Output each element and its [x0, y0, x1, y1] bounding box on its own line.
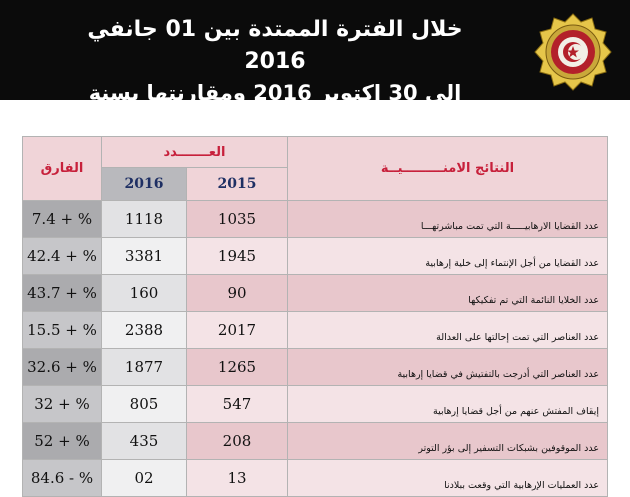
- value-2016: 1118: [102, 201, 187, 238]
- value-2015: 1035: [187, 201, 288, 238]
- table-row: [23, 312, 608, 349]
- difference-value: % + 52: [23, 423, 102, 460]
- difference-value: % + 43.7: [23, 275, 102, 312]
- difference-value: % - 84.6: [23, 460, 102, 497]
- value-2015: 1945: [187, 238, 288, 275]
- row-label: عدد العناصر التي أدرجت بالتفتيش في قضايا إرهابية: [288, 349, 608, 386]
- value-2015: 13: [187, 460, 288, 497]
- table-row: [23, 201, 608, 238]
- header-bar: [0, 0, 630, 135]
- row-label: عدد القضايا من أجل الإنتماء إلى خلية إرهابية: [288, 238, 608, 275]
- column-header-number: العـــــــدد: [102, 137, 288, 168]
- difference-value: % + 32.6: [23, 349, 102, 386]
- title-line-2: الى 30 اكتوبر 2016 ومقارنتها بسنة 2015: [88, 81, 462, 135]
- column-header-results: النتائج الامنـــــــــيــة: [288, 137, 608, 201]
- difference-value: % + 15.5: [23, 312, 102, 349]
- difference-value: % + 32: [23, 386, 102, 423]
- value-2016: 1877: [102, 349, 187, 386]
- row-label: عدد العناصر التي تمت إحالتها على العدالة: [288, 312, 608, 349]
- row-label: عدد القضايا الارهابيـــــة التي تمت مباشرتهـــا: [288, 201, 608, 238]
- difference-value: % + 7.4: [23, 201, 102, 238]
- column-header-2015: 2015: [187, 168, 288, 201]
- row-label: عدد العمليات الإرهابية التي وقعت ببلادنا: [288, 460, 608, 497]
- row-label: عدد الخلايا النائمة التي تم تفكيكها: [288, 275, 608, 312]
- table-row: [23, 423, 608, 460]
- value-2015: 90: [187, 275, 288, 312]
- police-emblem-logo: [533, 12, 613, 92]
- table-row: [23, 275, 608, 312]
- value-2015: 2017: [187, 312, 288, 349]
- row-label: عدد الموقوفين بشبكات التسفير إلى بؤر التوتر: [288, 423, 608, 460]
- value-2016: 435: [102, 423, 187, 460]
- difference-value: % + 42.4: [23, 238, 102, 275]
- results-table: [22, 136, 608, 497]
- row-label: إيقاف المفتش عنهم من أجل قضايا إرهابية: [288, 386, 608, 423]
- value-2015: 208: [187, 423, 288, 460]
- value-2016: 02: [102, 460, 187, 497]
- column-header-difference: الفارق: [23, 137, 102, 201]
- table-row: [23, 386, 608, 423]
- value-2016: 2388: [102, 312, 187, 349]
- page-title: [60, 14, 490, 138]
- value-2016: 3381: [102, 238, 187, 275]
- title-line-1: خلال الفترة الممتدة بين 01 جانفي 2016: [87, 17, 463, 74]
- value-2015: 1265: [187, 349, 288, 386]
- table-row: [23, 238, 608, 275]
- value-2016: 805: [102, 386, 187, 423]
- value-2015: 547: [187, 386, 288, 423]
- table-row: [23, 349, 608, 386]
- table-row: [23, 460, 608, 497]
- value-2016: 160: [102, 275, 187, 312]
- column-header-2016: 2016: [102, 168, 187, 201]
